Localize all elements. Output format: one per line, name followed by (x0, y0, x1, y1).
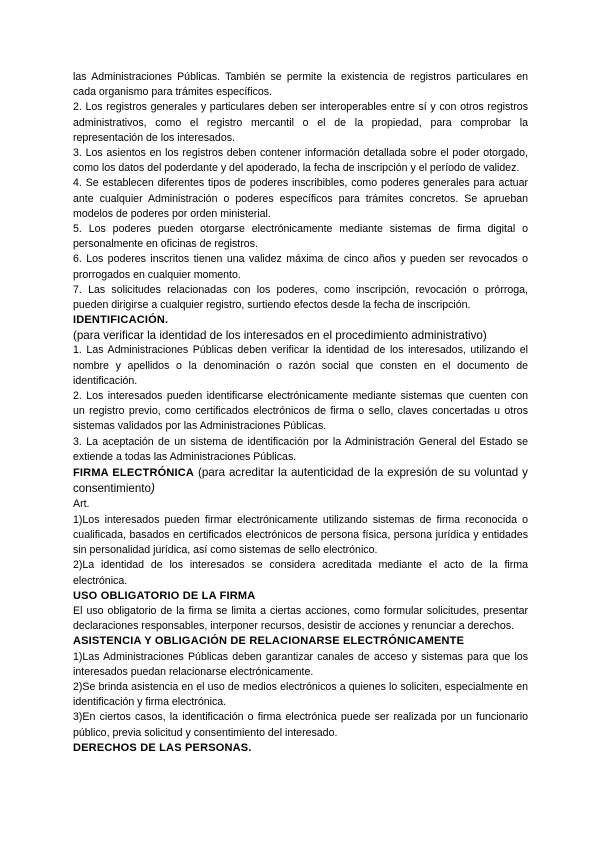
document-page (73, 70, 528, 756)
paragraph: 2)La identidad de los interesados se considera acreditada mediante el acto de la firma electrónica. (73, 559, 528, 587)
closing-paren: ) (150, 482, 155, 496)
paragraph: 3. La aceptación de un sistema de identificación por la Administración General del Estado se extiende a todas las Administraciones Públicas. (73, 435, 528, 463)
section-heading: DERECHOS DE LAS PERSONAS. (73, 741, 252, 754)
paragraph: Art. (73, 498, 90, 511)
paragraph: las Administraciones Públicas. También se permite la existencia de registros particulares en cada organismo para trámites específicos. (73, 71, 528, 99)
section-heading: USO OBLIGATORIO DE LA FIRMA (73, 589, 256, 602)
paragraph: 1)Los interesados pueden firmar electrónicamente utilizando sistemas de firma reconocida o cualificada, basados en certificados electrónicos de persona física, persona jurídica y entidades sin personalidad jurídica, así como sistemas de sello electrónico. (73, 513, 528, 557)
paragraph: 7. Las solicitudes relacionadas con los poderes, como inscripción, revocación o prórroga, pueden dirigirse a cualquier registro, surtiendo efectos desde la fecha de inscripción. (73, 283, 528, 312)
section-heading: FIRMA ELECTRÓNICA (73, 467, 195, 480)
paragraph: 6. Los poderes inscritos tienen una validez máxima de cinco años y pueden ser revocados o prorrogados en cualquier momento. (73, 253, 528, 281)
paragraph: 3)En ciertos casos, la identificación o firma electrónica puede ser realizada por un funcionario público, previa solicitud y consentimiento del interesado. (73, 711, 528, 739)
paragraph: 5. Los poderes pueden otorgarse electrónicamente mediante sistemas de firma digital o personalmente en oficinas de registros. (73, 223, 528, 251)
section-subtitle: (para acreditar la autenticidad de la expresión de su voluntad y consentimiento (73, 466, 528, 496)
paragraph: 2)Se brinda asistencia en el uso de medios electrónicos a quienes lo soliciten, especialmente en identificación y firma electrónica. (73, 680, 528, 709)
section-heading: IDENTIFICACIÓN. (73, 314, 169, 327)
mixed-paragraph (73, 465, 528, 497)
paragraph: 2. Los interesados pueden identificarse electrónicamente mediante sistemas que cuenten con un registro previo, como certificados electrónicos de firma o sello, claves concertadas u otros sistemas validados por las Administraciones Públicas. (73, 390, 528, 433)
paragraph: 2. Los registros generales y particulares deben ser interoperables entre sí y con otros registros administrativos, como el registro mercantil o el de la propiedad, para comprobar la representación de los interesados. (73, 101, 528, 144)
paragraph: El uso obligatorio de la firma se limita a ciertas acciones, como formular solicitudes, presentar declaraciones responsables, interponer recursos, desistir de acciones y renunciar a derechos. (73, 604, 528, 633)
paragraph: 4. Se establecen diferentes tipos de poderes inscribibles, como poderes generales para actuar ante cualquier Administración o poderes específicos para trámites concretos. Se aprueban modelos de poderes por orden ministerial. (73, 177, 528, 220)
paragraph: 1. Las Administraciones Públicas deben verificar la identidad de los interesados, utilizando el nombre y apellidos o la denominación o razón social que consten en el documento de identificación. (73, 344, 528, 387)
section-subtitle: (para verificar la identidad de los interesados en el procedimiento administrativo) (73, 329, 487, 343)
paragraph: 1)Las Administraciones Públicas deben garantizar canales de acceso y sistemas para que los interesados puedan relacionarse electrónicamente. (73, 650, 528, 678)
section-heading: ASISTENCIA Y OBLIGACIÓN DE RELACIONARSE ELECTRÓNICAMENTE (73, 635, 465, 648)
paragraph: 3. Los asientos en los registros deben contener información detallada sobre el poder otorgado, como los datos del poderdante y del apoderado, la fecha de inscripción y el período de validez. (73, 147, 528, 175)
